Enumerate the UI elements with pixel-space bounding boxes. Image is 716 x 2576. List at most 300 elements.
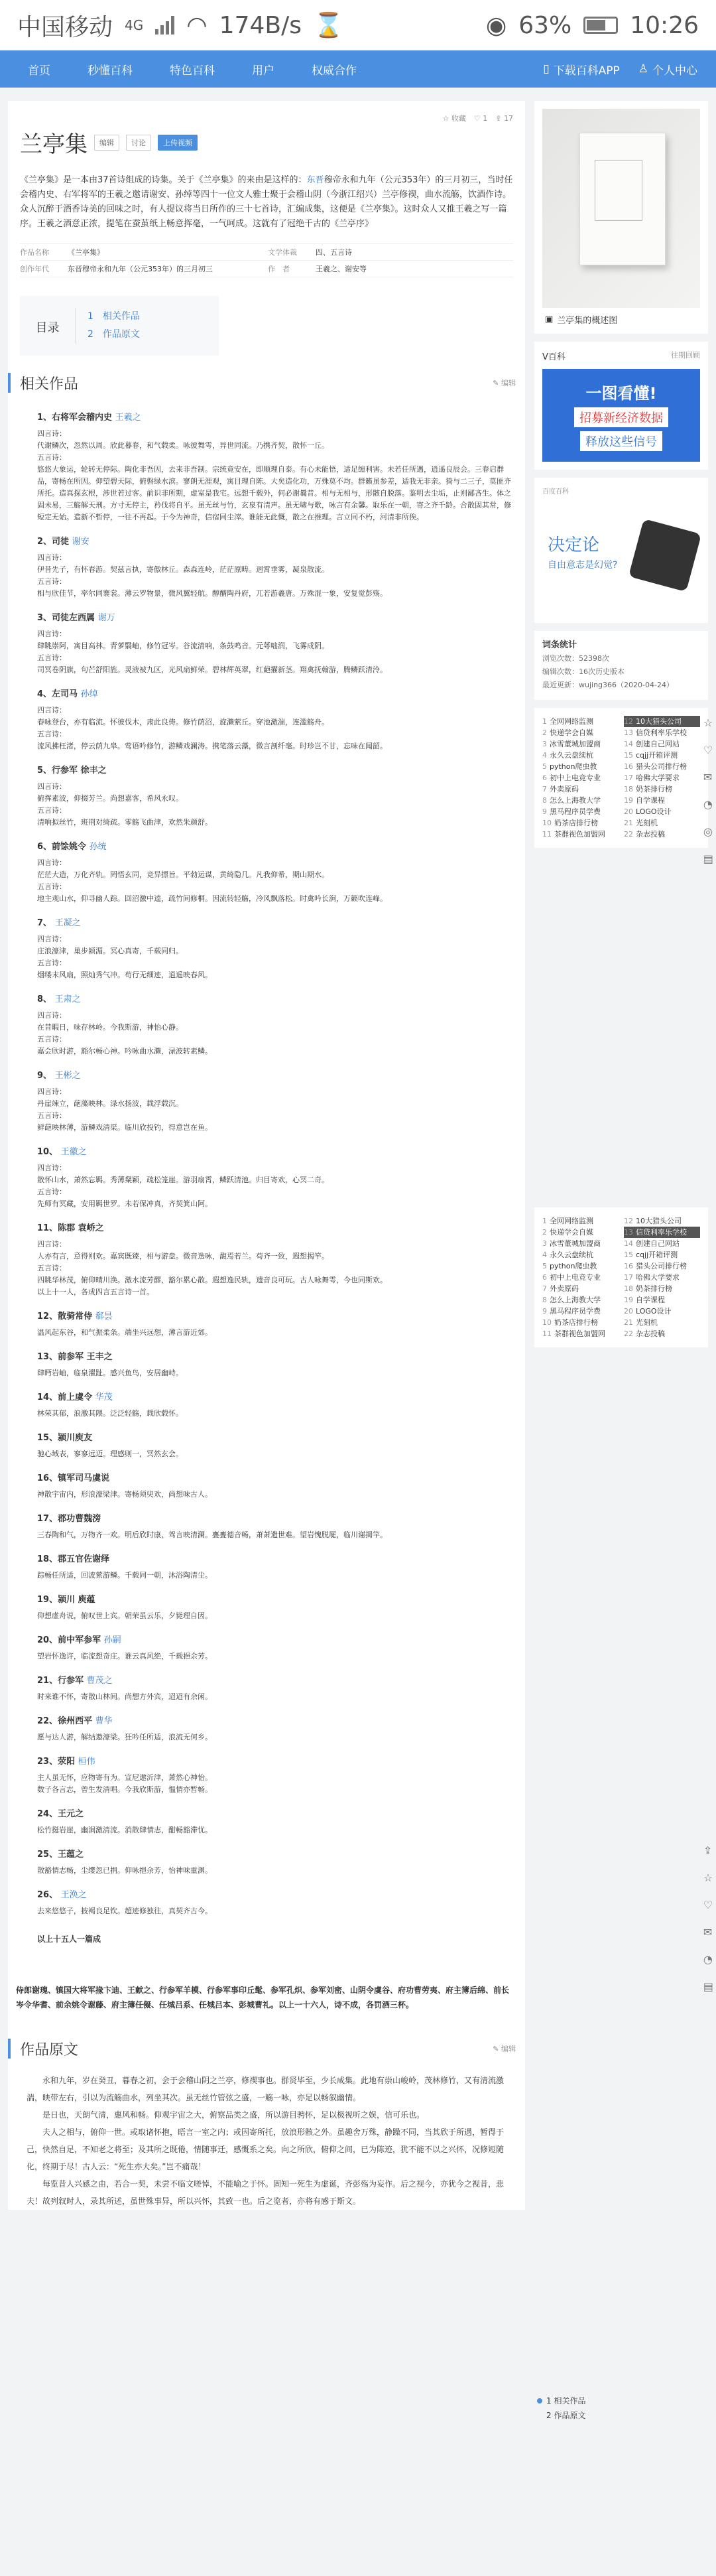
rank-number: 5 [542,1262,547,1270]
toc-label: 目录 [20,308,76,344]
info-value: 《兰亭集》 [68,248,104,257]
poem-line: 代谢鳞次，忽然以周。欣此暮春，和气载柔。咏彼舞雩，异世同流。乃携齐契，散怀一丘。 [37,441,329,450]
poem-title-text: 15、颍川庾友 [37,1433,93,1443]
poem-author-link[interactable]: 孙嗣 [103,1635,121,1645]
rank-item[interactable] [542,1249,619,1260]
rank-number: 2 [542,728,547,737]
poem-line: 五言诗： [37,959,66,967]
rank-item[interactable] [624,1249,700,1260]
poem-item [37,1221,513,1298]
poem-title [37,1633,513,1645]
rank-item[interactable] [542,1215,619,1227]
poem-author-link[interactable]: 王彬之 [54,1071,81,1081]
poem-item [37,915,513,981]
rank-label: 快递学会自媒 [550,1228,593,1237]
poem-author-link[interactable]: 华茂 [95,1392,113,1402]
poem-author-link[interactable]: 王羲之 [115,413,141,423]
rank-item[interactable] [624,1260,700,1272]
rank-number: 13 [624,728,633,737]
promo-title: 决定论 [548,535,600,555]
rank-number: 15 [624,751,633,760]
poem-author-link[interactable]: 曹茂之 [86,1676,113,1686]
poem-title-text: 20、前中军参军 [37,1635,101,1645]
rank-item[interactable] [542,727,619,738]
clock: 10:26 [630,11,699,39]
poem-line: 五言诗： [37,1111,66,1120]
nav-user[interactable]: 用户 [252,64,274,78]
poem-line: 愿与达人游，解结遨濠梁。狂吟任所适，浪流无何乡。 [37,1733,212,1741]
original-paragraph: 每览昔人兴感之由，若合一契，未尝不临文嗟悼，不能喻之于怀。固知一死生为虚诞，齐彭殇为妄作。后之视今，亦犹今之视昔，悲夫！故列叙时人，录其所述，虽世殊事异，所以兴怀，其致一也。后之览者，亦将有感于斯文。 [27,2179,505,2206]
rank-label: python爬虫教 [550,762,597,771]
nav-partner[interactable]: 权威合作 [312,64,357,78]
rank-item[interactable] [542,795,619,806]
poem-line: 驰心域表，寥寥远迈。理感则一，冥然玄会。 [37,1450,183,1458]
section-original-title: 作品原文 [20,2041,79,2059]
discuss-tag[interactable]: 讨论 [126,135,151,151]
poem-line: 去来悠悠子，披褐良足钦。超迹修独往，真契齐古今。 [37,1907,212,1915]
rank-label: 奶茶排行榜 [636,1284,672,1293]
rank-number: 8 [542,796,547,805]
poem-line: 烟缕末风扇，照灿秀气冲。苟行无细迹，逍遥映春风。 [37,971,212,979]
nav-second[interactable]: 秒懂百科 [88,64,133,78]
rank-label: 快递学会自媒 [550,728,593,737]
poem-title [37,410,513,423]
poem-title-text: 6、前馀姚令 [37,842,87,852]
rank-item[interactable] [624,817,700,829]
vbaike-title: V百科 [542,352,566,362]
poem-author-link[interactable]: 桓伟 [78,1757,95,1767]
collect-button[interactable]: ☆ 收藏 [442,114,466,123]
poem-item [37,1552,513,1582]
rank-number: 1 [542,717,547,726]
rank-item[interactable] [542,761,619,772]
poem-line: 四言诗： [37,858,66,867]
poem-author-link[interactable]: 郗昙 [95,1312,113,1322]
poem-title [37,1714,513,1726]
rank-label: 信贷利率乐学校 [636,728,687,737]
poem-item [37,1633,513,1662]
rank-item[interactable] [624,783,700,795]
rank-label: 杂志投稿 [636,1329,665,1338]
info-key: 作品名称 [20,248,49,257]
rank-item[interactable] [624,1306,700,1317]
section-edit-link[interactable]: ✎ 编辑 [493,2045,516,2053]
rank-number: 21 [624,819,633,827]
summary-text-2: 穆帝永和九年（公元353年）的三月初三，当时任会稽内史、右军将军的王羲之邀请谢安、孙绰等四十一位文人雅士聚于会稽山阴（今浙江绍兴）兰亭修禊，曲水流觞，饮酒作诗。众人沉醉于酒香诗美的回味之时，有人提议将当日所作的三十七首诗，汇编成集，这便是《兰亭集》。这时众人又推王羲之写一篇序。王羲之酒意正浓，提笔在蚕茧纸上畅意挥毫，一气呵成。这就有了冠绝千古的《兰亭序》 [20,175,513,229]
entry-summary [20,173,513,232]
poem-title [37,839,513,852]
rank-item[interactable] [542,750,619,761]
outline-nav [537,2394,585,2423]
edit-label: 编辑 [501,2045,516,2053]
rank-label: cqjj开箱评测 [636,1251,678,1259]
rank-number: 12 [624,1217,633,1225]
promo-subtitle: 自由意志是幻觉? [548,560,618,571]
entry-title-row [20,126,198,159]
poem-line: 神散宇宙内，形浪濠梁津。寄畅须臾欢，尚想味古人。 [37,1490,212,1499]
poem-author-link[interactable]: 谢万 [97,613,115,623]
poem-line: 五言诗： [37,806,66,815]
poem-title [37,1349,513,1362]
rank-item[interactable] [624,1328,700,1339]
original-text [20,2059,513,2210]
poem-item [37,1144,513,1210]
poem-title-text: 12、散骑常侍 [37,1312,93,1322]
sidebar [534,101,708,2210]
rank-item[interactable] [542,817,619,829]
poem-author-link[interactable]: 孙统 [89,842,107,852]
poem-author-link[interactable]: 王徽之 [60,1147,87,1157]
poem-line: 四眺华林茂，俯仰晴川涣。激水流芳醪，豁尔累心散。遐想逸民轨，遗音良可玩。古人咏舞雩，今也同斯欢。 [37,1276,387,1284]
poem-line: 四言诗： [37,1087,66,1096]
rank-label: 全网网络监测 [550,1217,593,1225]
rank-item[interactable] [624,795,700,806]
poem-line: 先师有冥藏，安用羁世罗。未若保冲真，齐契箕山阿。 [37,1199,212,1208]
like-button[interactable]: ♡ 1 [473,113,488,123]
info-key: 创作年代 [20,265,49,273]
poem-title-text: 4、左司马 [37,689,78,699]
poem-line: 五言诗： [37,730,66,738]
image-icon: ▣ [545,314,554,324]
rank-item[interactable] [542,1238,619,1249]
nav-home[interactable]: 首页 [28,64,50,78]
rank-number: 18 [624,785,633,793]
poem-author-link[interactable]: 孙绰 [80,689,98,699]
poem-item [37,1309,513,1339]
rank-number: 11 [542,1329,552,1338]
poem-line: 司冥卷阴旗，句芒舒阳旌。灵液被九区，光风扇鲜荣。碧林辉英翠，红葩擢新茎。翔禽抚翰游，腾鳞跃清泠。 [37,665,387,674]
poem-item [37,534,513,600]
poem-item [37,1349,513,1379]
qq-icon[interactable]: ◔ [703,1953,713,1966]
like-icon[interactable]: ♡ [703,744,713,756]
poem-title-text: 23、荥阳 [37,1757,76,1767]
poem-item [37,410,513,523]
share-icon[interactable]: ⇪ [703,1844,713,1857]
user-center-label: 个人中心 [652,64,697,78]
rank-item[interactable] [624,772,700,783]
poem-line: 在昔暇日，味存林岭。今我斯游，神怡心静。 [37,1023,183,1032]
poem-title-text: 22、徐州西平 [37,1716,93,1726]
rank-item[interactable] [542,772,619,783]
summary-link[interactable]: 东晋 [306,175,324,185]
outline-item[interactable]: 1 相关作品 [537,2394,585,2408]
rank-item[interactable] [624,727,700,738]
rank-item[interactable] [624,1215,700,1227]
poem-line: 踪畅任所适，回波萦游鳞。千载同一朝，沐浴陶清尘。 [37,1571,212,1580]
poem-line: 松竹挺岩崖，幽涧激清流。消散肆情志，酣畅豁滞忧。 [37,1826,212,1834]
status-bar [0,0,716,50]
poem-title-text: 11、陈郡 袁峤之 [37,1223,104,1233]
poem-title-text: 25、王蕴之 [37,1850,84,1860]
poem-item [37,1430,513,1460]
rank-label: 怎么上海教大学 [550,1296,601,1304]
rank-label: 信贷利率乐学校 [636,1228,687,1237]
rank-item[interactable] [542,716,619,727]
rank-label: 奶茶店排行榜 [554,1318,598,1327]
rank-item[interactable] [542,783,619,795]
poem-author-link[interactable]: 王涣之 [60,1890,87,1900]
poem-author-link[interactable]: 王肃之 [54,994,81,1004]
user-center-link[interactable] [629,61,707,78]
summary-image-card[interactable] [534,101,708,334]
rank-label: 茶群视色加盟网 [554,830,605,839]
rank-number: 19 [624,1296,633,1304]
battery-icon [583,17,618,34]
section-related-title: 相关作品 [20,375,79,393]
edit-tag[interactable]: 编辑 [94,135,119,151]
poem-line: 四言诗： [37,1240,66,1249]
poem-line: 五言诗： [37,882,66,891]
info-key: 作 者 [268,265,290,273]
hot-rank-list [534,708,708,848]
rank-number: 6 [542,774,547,782]
stats-line: 最近更新：wujing366（2020-04-24） [542,681,674,689]
hourglass-icon: ⌛ [313,12,343,39]
poem-author-link[interactable]: 王凝之 [54,918,81,928]
toc-item-original[interactable]: 2 作品原文 [88,329,140,340]
poem-title [37,1221,513,1233]
rank-item[interactable] [624,829,700,840]
vbaike-banner[interactable] [542,369,700,462]
rank-item[interactable] [624,761,700,772]
like-icon[interactable]: ♡ [703,1899,713,1911]
poem-line: 五言诗： [37,577,66,586]
book-image [542,109,700,308]
rank-item[interactable] [624,1238,700,1249]
table-of-contents [20,296,219,356]
outline-item[interactable]: 2 作品原文 [546,2411,586,2420]
poem-title [37,1309,513,1322]
poem-line: 鲜葩映林薄，游鳞戏清渠。临川欣投钓，得意岂在鱼。 [37,1123,212,1132]
poem-item [37,1806,513,1836]
poem-title-text: 8、 [37,994,52,1004]
rank-label: 全网网络监测 [550,717,593,726]
info-value: 四、五言诗 [316,248,352,257]
rank-label: 10大猎头公司 [636,1217,682,1225]
rank-item[interactable] [624,1317,700,1328]
rank-number: 7 [542,785,547,793]
nav-special[interactable]: 特色百科 [170,64,215,78]
rank-number: 3 [542,740,547,748]
rank-label: 冰雪董城加盟商 [550,740,601,748]
rank-number: 16 [624,1262,633,1270]
original-paragraph: 夫人之相与，俯仰一世。或取诸怀抱，晤言一室之内；或因寄所托，放浪形骸之外。虽趣舍万殊，静躁不同，当其欣于所遇，暂得于己，快然自足，不知老之将至；及其所之既倦，情随事迁，感慨系之矣。向之所欣，俯仰之间，已为陈迹，犹不能不以之兴怀，况修短随化，终期于尽！古人云：“死生亦大矣。”岂不痛哉！ [27,2128,505,2171]
battery-percent: 63% [518,11,572,39]
poem-line: 清响拟丝竹，班荆对绮疏。零觞飞曲津，欢然朱颜舒。 [37,818,212,827]
info-value: 东晋穆帝永和九年（公元353年）的三月初三 [68,265,213,273]
poem-title [37,610,513,623]
poem-line: 四言诗： [37,935,66,943]
poem-title-text: 2、司徒 [37,537,70,547]
poem-item [37,763,513,829]
original-paragraph: 永和九年，岁在癸丑，暮春之初，会于会稽山阴之兰亭，修禊事也。群贤毕至，少长咸集。此地有崇山峻岭，茂林修竹，又有清流激湍，映带左右，引以为流觞曲水，列坐其次。虽无丝竹管弦之盛，一觞一咏，亦足以畅叙幽情。 [27,2076,505,2102]
original-paragraph: 是日也，天朗气清，惠风和畅。仰观宇宙之大，俯察品类之盛，所以游目骋怀，足以极视听之娱，信可乐也。 [42,2110,425,2120]
poem-title [37,687,513,699]
rank-item[interactable] [624,1272,700,1283]
vbaike-card [534,342,708,470]
floating-share-bar-2 [703,1844,713,1993]
rank-label: 猎头公司排行榜 [636,762,687,771]
rank-item[interactable] [542,829,619,840]
wechat-icon[interactable]: ✉ [703,1926,713,1938]
poem-title [37,1390,513,1402]
rank-number: 21 [624,1318,633,1327]
main-content [8,101,525,2210]
poem-line: 五言诗： [37,453,66,462]
rank-label: 初中上电竞专业 [550,774,601,782]
outline-label: 作品原文 [554,2411,586,2420]
rank-label: 光刻机 [636,1318,658,1327]
poem-line: 三春陶和气，万物齐一欢。明后欣时康，驾言映清澜。亹亹德音畅，萧萧遗世难。望岩愧脱屣，临川谢揭竿。 [37,1530,387,1539]
share-button[interactable]: ⇪ 17 [495,113,513,123]
rank-item[interactable] [624,1227,700,1238]
rank-number: 20 [624,1307,633,1316]
poem-line: 伊昔先子，有怀春游。契兹言执，寄傲林丘。森森连岭，茫茫原畴。迥霄垂雾，凝泉散流。 [37,565,329,574]
weibo-icon[interactable]: ◎ [703,825,713,838]
rank-item[interactable] [542,738,619,750]
rank-label: 10大猎头公司 [636,717,682,726]
poem-title [37,1806,513,1819]
poem-line: 仰想虚舟说，俯叹世上宾。朝荣虽云乐，夕毙理自因。 [37,1611,212,1620]
stats-title: 词条统计 [542,640,577,650]
poem-line: 四言诗： [37,630,66,638]
stats-line: 浏览次数：52398次 [542,654,609,663]
wifi-icon: ◠ [186,11,208,39]
rank-label: 永久云盘续杭 [550,1251,593,1259]
rank-number: 8 [542,1296,547,1304]
rank-item[interactable] [542,1317,619,1328]
rank-item[interactable] [624,750,700,761]
info-key: 文学体裁 [268,248,297,257]
unfinished-poets-note: 侍郎谢瑰、镇国大将军掾卞迪、王献之、行参军羊模、行参军事印丘髦、参军孔炽、参军刘密、山阴令虞谷、府功曹劳夷、府主簿后绵、前长岑令华耆、前余姚令谢藤、府主簿任儗、任城吕系、任城吕本、彭城曹礼。以上一十六人，诗不成，各罚酒三杯。 [16,1986,510,2009]
top-icon[interactable]: ▤ [703,1980,713,1993]
poem-line: 五言诗： [37,1035,66,1044]
poem-line: 嘉会欣时游，豁尔畅心神。吟咏曲水濑，渌波转素鳞。 [37,1047,212,1055]
rank-label: 创建自己网站 [636,740,680,748]
poem-title-text: 21、行参军 [37,1676,84,1686]
qq-icon[interactable]: ◔ [703,798,713,811]
poem-title [37,763,513,776]
poem-line: 四言诗： [37,1164,66,1172]
download-label: 下载百科APP [553,64,620,78]
poem-title [37,1511,513,1524]
rank-label: 黑马程序员学费 [550,1307,601,1316]
rank-number: 4 [542,1251,547,1259]
rank-number: 9 [542,1307,547,1316]
rank-label: 永久云盘续杭 [550,751,593,760]
rank-label: 外卖原码 [550,1284,579,1293]
top-icon[interactable]: ▤ [703,852,713,865]
poem-title [37,1754,513,1767]
rank-number: 14 [624,740,633,748]
rank-label: 初中上电竞专业 [550,1273,601,1282]
rank-label: 茶群视色加盟网 [554,1329,605,1338]
rank-label: LOGO设计 [636,1307,672,1316]
rank-item[interactable] [624,1294,700,1306]
poem-line: 数子各言志，曾生发清唱。今我欣斯游，愠情亦暂畅。 [37,1785,212,1794]
poem-line: 四言诗： [37,782,66,791]
rank-number: 14 [624,1239,633,1248]
poem-line: 肆眺崇阿，寓目高林。青萝翳岫，修竹冠岑。谷流清响，条鼓鸣音。元萼咄润，飞雾成阴。 [37,642,329,650]
poem-author-link[interactable]: 谢安 [72,537,90,547]
promo-card[interactable] [534,478,708,623]
poem-title-text: 17、郡功曹魏滂 [37,1514,101,1524]
download-app-link[interactable] [534,61,629,78]
summary-note: 以上十五人一篇成 [37,1934,101,1944]
rank-number: 9 [542,807,547,816]
section-edit-link[interactable]: ✎ 编辑 [493,379,516,387]
rank-item[interactable] [542,1260,619,1272]
poem-item [37,687,513,752]
poem-item [37,1714,513,1743]
upload-video-tag[interactable]: 上传视频 [158,135,198,151]
rank-item[interactable] [542,1227,619,1238]
rank-number: 17 [624,774,633,782]
network-label: 4G [125,17,144,33]
rank-number: 18 [624,1284,633,1293]
rank-item[interactable] [542,1272,619,1283]
vbaike-more-link[interactable]: 往期回顾 [671,351,700,360]
rank-number: 6 [542,1273,547,1282]
poem-line: 时来谁不怀，寄散山林间。尚想方外宾，迢迢有余闲。 [37,1692,212,1701]
toc-item-related[interactable]: 1 相关作品 [88,311,140,322]
poem-author-link[interactable]: 曹华 [95,1716,113,1726]
rank-label: 奶茶排行榜 [636,785,672,793]
rank-item[interactable] [624,716,700,727]
rank-label: 自学课程 [636,796,665,805]
rank-item[interactable] [624,806,700,817]
poem-line: 春咏登台，亦有临流。怀彼伐木，肃此良俦。修竹荫沼，旋濑萦丘。穿池激湍，连滥觞舟。 [37,718,329,726]
rank-item[interactable] [542,1283,619,1294]
banner-line: 招募新经济数据 [574,407,668,427]
banner-line: 释放这些信号 [580,431,662,451]
summary-text-1: 《兰亭集》是一本由37首诗组成的诗集。关于《兰亭集》的来由是这样的： [20,175,307,185]
rank-item[interactable] [542,806,619,817]
rank-label: 黑马程序员学费 [550,807,601,816]
poem-line: 悠悠大象运，轮转无停际。陶化非吾因，去来非吾制。宗统竟安在，即顺理自泰。有心未能悟，适足缠利害。未若任所遇，逍遥良辰会。三春启群品，寄畅在所因。仰望碧天际，俯磐绿水滨。寥朗无涯观，寓目理自陈。大矣造化功，万殊莫不均。群籁虽参差，适我无非亲。猗与二三子，莫匪齐所托。造真探玄根，涉世若过客。前识非所期，虚室是我宅。远想千载外，何必谢曩昔。相与无相与，形骸自脱落。鉴明去尘垢，止则鄙吝生。体之固未易，三觞解天刑。方寸无停主，矜伐将自平。虽无丝与竹，玄泉有清声。虽无啸与歌，咏言有余馨。取乐在一朝，寄之齐千龄。合散固其常，修短定无始。造新不暂停，一往不再起。于今为神奇，信宿同尘滓。谁能无此慨，散之在推理。言立同不朽，河清非所俟。 [37,465,511,521]
rank-number: 3 [542,1239,547,1248]
rank-number: 13 [624,1228,633,1237]
wechat-icon[interactable]: ✉ [703,771,713,783]
collect-icon[interactable]: ☆ [703,716,713,729]
poem-title-text: 7、 [37,918,52,928]
poem-title-text: 5、行参军 徐丰之 [37,766,107,776]
poem-item [37,610,513,676]
rank-item[interactable] [542,1306,619,1317]
rank-item[interactable] [624,738,700,750]
rank-item[interactable] [542,1294,619,1306]
info-value: 王羲之、谢安等 [316,265,367,273]
collect-icon[interactable]: ☆ [703,1871,713,1884]
like-count: 1 [483,113,488,123]
poem-line: 茫茫大造，万化齐轨。罔悟玄同，竞异摽旨。平勃运谋，黄绮隐几。凡我仰希，期山期水。 [37,870,329,879]
entry-stats-card [534,631,708,700]
poem-title [37,992,513,1004]
rank-item[interactable] [542,1328,619,1339]
poem-title-text: 14、前上虞令 [37,1392,93,1402]
poem-title [37,534,513,547]
poem-title [37,915,513,928]
rank-item[interactable] [624,1283,700,1294]
poem-item [37,1887,513,1917]
poem-title-text: 9、 [37,1071,52,1081]
rank-label: cqjj开箱评测 [636,751,678,760]
carrier-label: 中国移动 [17,13,113,41]
rank-number: 10 [542,1318,552,1327]
poem-line: 望岩怀逸许，临流想奇庄。谁云真风绝，千载挹余芳。 [37,1652,212,1661]
hot-rank-list [534,1207,708,1347]
